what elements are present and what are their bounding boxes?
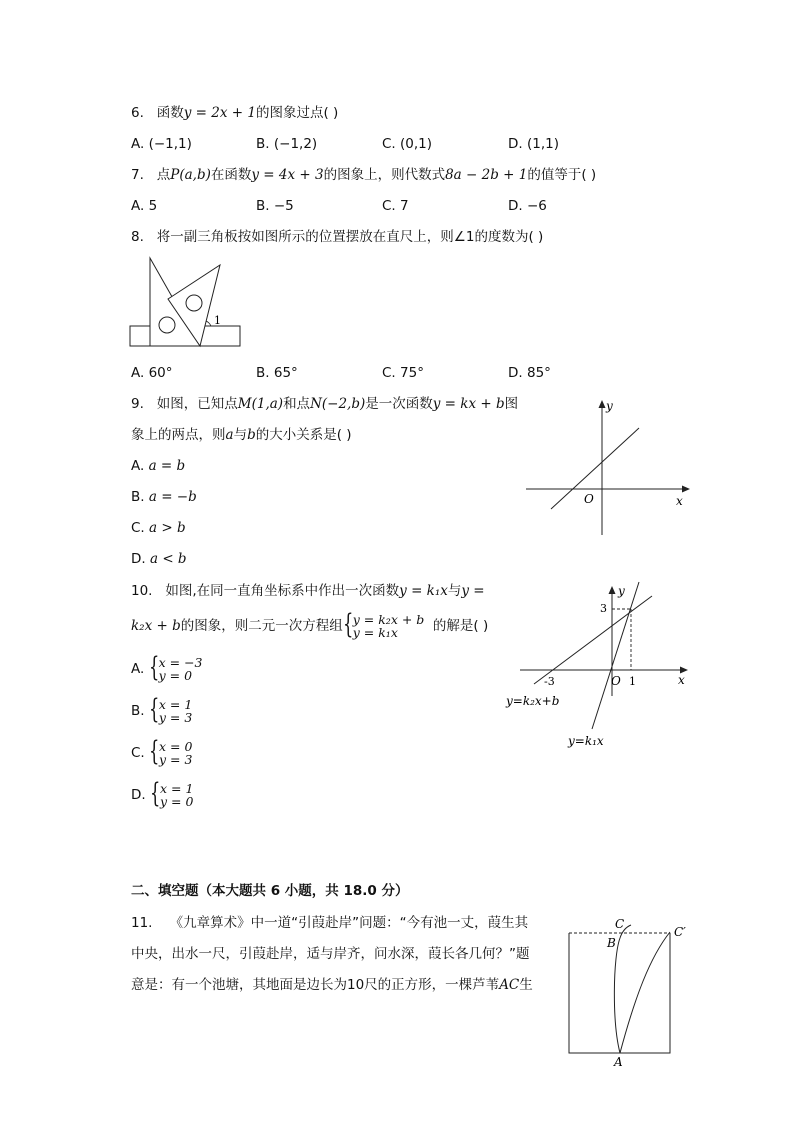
y-axis-arrow-icon bbox=[609, 586, 616, 594]
q7-text: 点 bbox=[156, 167, 171, 183]
q11-line1 bbox=[131, 914, 528, 932]
q10-stem-line2 bbox=[131, 609, 489, 640]
option-label: D. bbox=[508, 136, 523, 152]
q8-text: 将一副三角板按如图所示的位置摆放在直尺上，则∠1的度数为( ) bbox=[156, 229, 544, 245]
q8-number: 8. bbox=[131, 229, 144, 245]
q9-number: 9. bbox=[131, 396, 144, 412]
y-axis-label: y bbox=[606, 399, 613, 413]
y-axis-arrow-icon bbox=[599, 400, 606, 408]
system-row: x = 1 bbox=[159, 781, 194, 796]
q8-option-c[interactable] bbox=[382, 364, 424, 382]
option-label: A. bbox=[131, 136, 145, 152]
system-row: x = 0 bbox=[159, 739, 193, 754]
q9-text: 如图，已知点 bbox=[156, 396, 238, 412]
q6-equation: y = 2x + 1 bbox=[183, 105, 256, 121]
reed-pulled bbox=[620, 932, 670, 1053]
q10-equation-2a: y = bbox=[461, 583, 485, 599]
system-row: y = k₂x + b bbox=[352, 612, 425, 627]
q9-option-d[interactable] bbox=[131, 550, 187, 568]
q7-point: P(a,b) bbox=[170, 167, 211, 183]
q10-text-end: 的解是( ) bbox=[432, 618, 489, 634]
q7-equation: y = 4x + 3 bbox=[251, 167, 324, 183]
q9-var-b: b bbox=[247, 427, 256, 443]
option-label: D. bbox=[131, 787, 146, 803]
q10-text-2: 与 bbox=[447, 583, 462, 599]
q11-line2: 中央，出水一尺，引葭赴岸，适与岸齐，问水深，葭长各几何？”题 bbox=[131, 946, 530, 962]
option-value: 60° bbox=[148, 365, 173, 381]
brace-icon: { bbox=[149, 736, 160, 767]
option-system bbox=[149, 778, 194, 809]
line-label-k1x: y=k₁x bbox=[568, 734, 604, 748]
option-system bbox=[148, 694, 193, 725]
line-y-kx-b bbox=[551, 428, 639, 509]
option-value: a = −b bbox=[148, 489, 197, 505]
q11-line3 bbox=[131, 976, 533, 994]
q10-stem-line1 bbox=[131, 582, 485, 600]
q6-option-c[interactable] bbox=[382, 135, 432, 153]
option-label: A. bbox=[131, 365, 145, 381]
q9-option-b[interactable] bbox=[131, 488, 197, 506]
q7-option-c[interactable] bbox=[382, 197, 409, 215]
q10-equation-1: y = k₁x bbox=[399, 583, 448, 599]
option-label: B. bbox=[131, 489, 145, 505]
q6-option-d[interactable] bbox=[508, 135, 559, 153]
q9-var-a: a bbox=[225, 427, 234, 443]
option-label: C. bbox=[382, 365, 396, 381]
option-value: (−1,2) bbox=[273, 136, 318, 152]
option-value: (0,1) bbox=[400, 136, 433, 152]
q9-text-5: 象上的两点，则 bbox=[131, 427, 226, 443]
angle-arc bbox=[206, 321, 211, 326]
q10-option-a[interactable] bbox=[131, 652, 203, 683]
q10-system bbox=[342, 609, 425, 640]
q7-text-3: 的图象上，则代数式 bbox=[323, 167, 446, 183]
option-label: D. bbox=[131, 551, 146, 567]
q9-stem-line1 bbox=[131, 395, 518, 413]
system-row: y = 0 bbox=[158, 668, 193, 683]
q6-stem bbox=[131, 104, 338, 122]
option-value: (−1,1) bbox=[148, 136, 192, 152]
q11-text-3b: 生 bbox=[519, 977, 533, 993]
q7-option-d[interactable] bbox=[508, 197, 547, 215]
option-value: 7 bbox=[400, 198, 409, 214]
option-label: A. bbox=[131, 458, 145, 474]
x-axis-arrow-icon bbox=[682, 486, 690, 493]
q8-option-b[interactable] bbox=[256, 364, 298, 382]
brace-icon: { bbox=[149, 778, 161, 809]
brace-icon: { bbox=[148, 694, 160, 725]
origin-label: O bbox=[584, 492, 594, 506]
q11-number: 11. bbox=[131, 915, 153, 931]
q6-text-end: 的图象过点( ) bbox=[255, 105, 339, 121]
q9-option-c[interactable] bbox=[131, 519, 186, 537]
x-axis-label: x bbox=[676, 494, 683, 508]
q7-text-2: 在函数 bbox=[210, 167, 252, 183]
q7-option-b[interactable] bbox=[256, 197, 294, 215]
option-label: C. bbox=[382, 198, 396, 214]
q8-option-a[interactable] bbox=[131, 364, 173, 382]
point-c-label: C bbox=[615, 917, 625, 931]
option-value: 5 bbox=[148, 198, 158, 214]
system-row: y = 0 bbox=[159, 794, 194, 809]
option-label: C. bbox=[131, 745, 145, 761]
option-label: B. bbox=[131, 703, 145, 719]
option-label: C. bbox=[131, 520, 145, 536]
option-value: a = b bbox=[148, 458, 186, 474]
q10-text: 如图,在同一直角坐标系中作出一次函数 bbox=[165, 583, 400, 599]
q8-stem bbox=[131, 228, 543, 246]
option-label: C. bbox=[382, 136, 396, 152]
q6-text: 函数 bbox=[156, 105, 184, 121]
option-value: −6 bbox=[526, 198, 547, 214]
q9-text-2: 和点 bbox=[283, 396, 311, 412]
origin-label: O bbox=[611, 674, 621, 688]
q7-stem bbox=[131, 166, 596, 184]
reed-original bbox=[614, 925, 631, 1053]
q6-number: 6. bbox=[131, 105, 144, 121]
line-label-k2x-b: y=k₂x+b bbox=[506, 694, 560, 708]
q10-number: 10. bbox=[131, 583, 153, 599]
q11-segment-ac: AC bbox=[499, 977, 520, 993]
q8-figure bbox=[128, 255, 244, 350]
option-label: B. bbox=[256, 198, 270, 214]
option-value: 85° bbox=[526, 365, 551, 381]
section-title: 二、填空题（本大题共 6 小题，共 18.0 分） bbox=[131, 883, 409, 899]
point-b-label: B bbox=[607, 936, 616, 950]
option-system bbox=[149, 736, 193, 767]
option-label: B. bbox=[256, 136, 270, 152]
q9-text-4: 图 bbox=[504, 396, 519, 412]
q11-figure bbox=[560, 912, 700, 1072]
q7-text-end: 的值等于( ) bbox=[527, 167, 597, 183]
pond-outline bbox=[569, 933, 670, 1053]
y-axis-label: y bbox=[618, 584, 625, 598]
q6-option-b[interactable] bbox=[256, 135, 317, 153]
q6-option-a[interactable] bbox=[131, 135, 192, 153]
q11-text: 《九章算术》中一道“引葭赴岸”问题：“今有池一丈，葭生其 bbox=[169, 915, 529, 931]
q9-text-6: 与 bbox=[233, 427, 248, 443]
option-system bbox=[148, 652, 203, 683]
q10-graph bbox=[500, 578, 700, 753]
q9-graph bbox=[520, 392, 695, 542]
q9-option-a[interactable] bbox=[131, 457, 185, 475]
system-row: x = −3 bbox=[158, 655, 203, 670]
tick-label-1: 1 bbox=[629, 675, 636, 688]
q11-text-3a: 意是：有一个池塘，其地面是边长为10尺的正方形，一棵芦苇 bbox=[131, 977, 500, 993]
q9-text-end: 的大小关系是( ) bbox=[255, 427, 352, 443]
q10-option-b[interactable] bbox=[131, 694, 193, 725]
q10-text-3: 的图象，则二元一次方程组 bbox=[180, 618, 343, 634]
q9-stem-line2 bbox=[131, 426, 352, 444]
angle-label: 1 bbox=[214, 314, 221, 327]
option-value: 65° bbox=[273, 365, 298, 381]
q7-option-a[interactable] bbox=[131, 197, 157, 215]
q9-text-3: 是一次函数 bbox=[365, 396, 433, 412]
q10-option-c[interactable] bbox=[131, 736, 193, 767]
line-k2x-b bbox=[534, 596, 652, 684]
brace-icon: { bbox=[342, 609, 354, 640]
q7-number: 7. bbox=[131, 167, 144, 183]
x-axis-label: x bbox=[678, 673, 685, 687]
point-c-prime-label: C′ bbox=[674, 925, 686, 939]
option-label: A. bbox=[131, 198, 145, 214]
q10-equation-2b: k₂x + b bbox=[131, 618, 181, 634]
point-a-label: A bbox=[614, 1055, 623, 1069]
system-row: y = k₁x bbox=[352, 625, 398, 640]
option-value: −5 bbox=[273, 198, 294, 214]
option-label: B. bbox=[256, 365, 270, 381]
system-row: x = 1 bbox=[158, 697, 193, 712]
option-value: (1,1) bbox=[526, 136, 559, 152]
q8-option-d[interactable] bbox=[508, 364, 551, 382]
q9-point-m: M(1,a) bbox=[237, 396, 284, 412]
option-value: a > b bbox=[149, 520, 186, 536]
tick-label-neg3: -3 bbox=[544, 675, 555, 688]
option-value: 75° bbox=[400, 365, 424, 381]
tick-label-3: 3 bbox=[600, 602, 607, 615]
option-label: D. bbox=[508, 365, 523, 381]
option-label: A. bbox=[131, 661, 145, 677]
option-value: a < b bbox=[149, 551, 187, 567]
q9-point-n: N(−2,b) bbox=[310, 396, 366, 412]
q7-expression: 8a − 2b + 1 bbox=[445, 167, 528, 183]
option-label: D. bbox=[508, 198, 523, 214]
q9-equation: y = kx + b bbox=[432, 396, 505, 412]
q10-option-d[interactable] bbox=[131, 778, 194, 809]
system-row: y = 3 bbox=[159, 752, 193, 767]
system-row: y = 3 bbox=[158, 710, 193, 725]
brace-icon: { bbox=[148, 652, 159, 683]
